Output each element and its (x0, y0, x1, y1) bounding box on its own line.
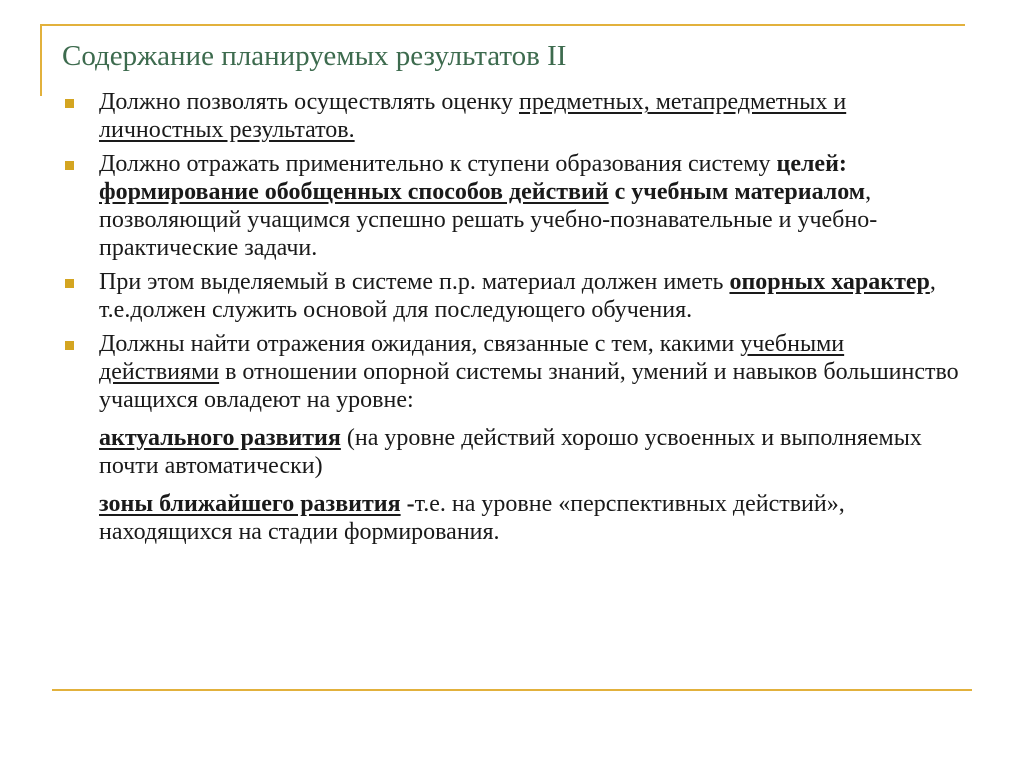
item-bold-text: с учебным материалом (608, 179, 866, 205)
square-bullet-icon (65, 161, 74, 170)
sub-item-bold-underlined-text: актуального развития (99, 425, 341, 451)
sub-item-actual-development (62, 424, 962, 480)
frame-top-rule (40, 24, 965, 26)
bullet-item-goals (62, 150, 962, 262)
bullet-item-assessment (62, 88, 962, 144)
square-bullet-icon (65, 99, 74, 108)
slide-title: Содержание планируемых результатов II (62, 40, 567, 72)
item-text: Должно позволять осуществлять оценку (99, 89, 520, 115)
bullet-item-support-material (62, 268, 962, 324)
sub-item-text: т.е. на уровне «перспективных действий», находящихся на стадии формирования. (99, 491, 845, 545)
sub-item-bold-underlined-text: зоны ближайшего развития (99, 491, 401, 517)
item-text: , т.е.должен служить основой для последующего обучения. (99, 269, 936, 323)
frame-left-rule (40, 24, 42, 96)
item-text: При этом выделяемый в системе п.р. материал должен иметь (99, 269, 730, 295)
sub-item-text: (на уровне действий хорошо усвоенных и выполняемых почти автоматически) (99, 425, 922, 479)
sub-item-proximal-development (62, 490, 962, 546)
frame-bottom-rule (52, 689, 972, 691)
item-underlined-text: предметных, метапредметных и личностных результатов. (99, 89, 847, 143)
item-text: , позволяющий учащимся успешно решать учебно-познавательные и учебно-практические задачи. (99, 179, 878, 261)
item-text: Должно отражать применительно к ступени образования систему (99, 151, 777, 177)
sub-item-bold-text: - (400, 491, 415, 517)
slide-content (62, 88, 962, 556)
item-text: Должны найти отражения ожидания, связанные с тем, какими (99, 331, 741, 357)
bullet-item-expectations (62, 330, 962, 414)
item-text: в отношении опорной системы знаний, умений и навыков большинство учащихся овладеют на уровне: (99, 359, 959, 413)
square-bullet-icon (65, 279, 74, 288)
item-underlined-text: учебными действиями (99, 331, 845, 385)
square-bullet-icon (65, 341, 74, 350)
item-bold-text: целей: (776, 151, 847, 177)
item-bold-underlined-text: опорных характер (729, 269, 930, 295)
item-bold-underlined-text: формирование обобщенных способов действий (99, 179, 609, 205)
